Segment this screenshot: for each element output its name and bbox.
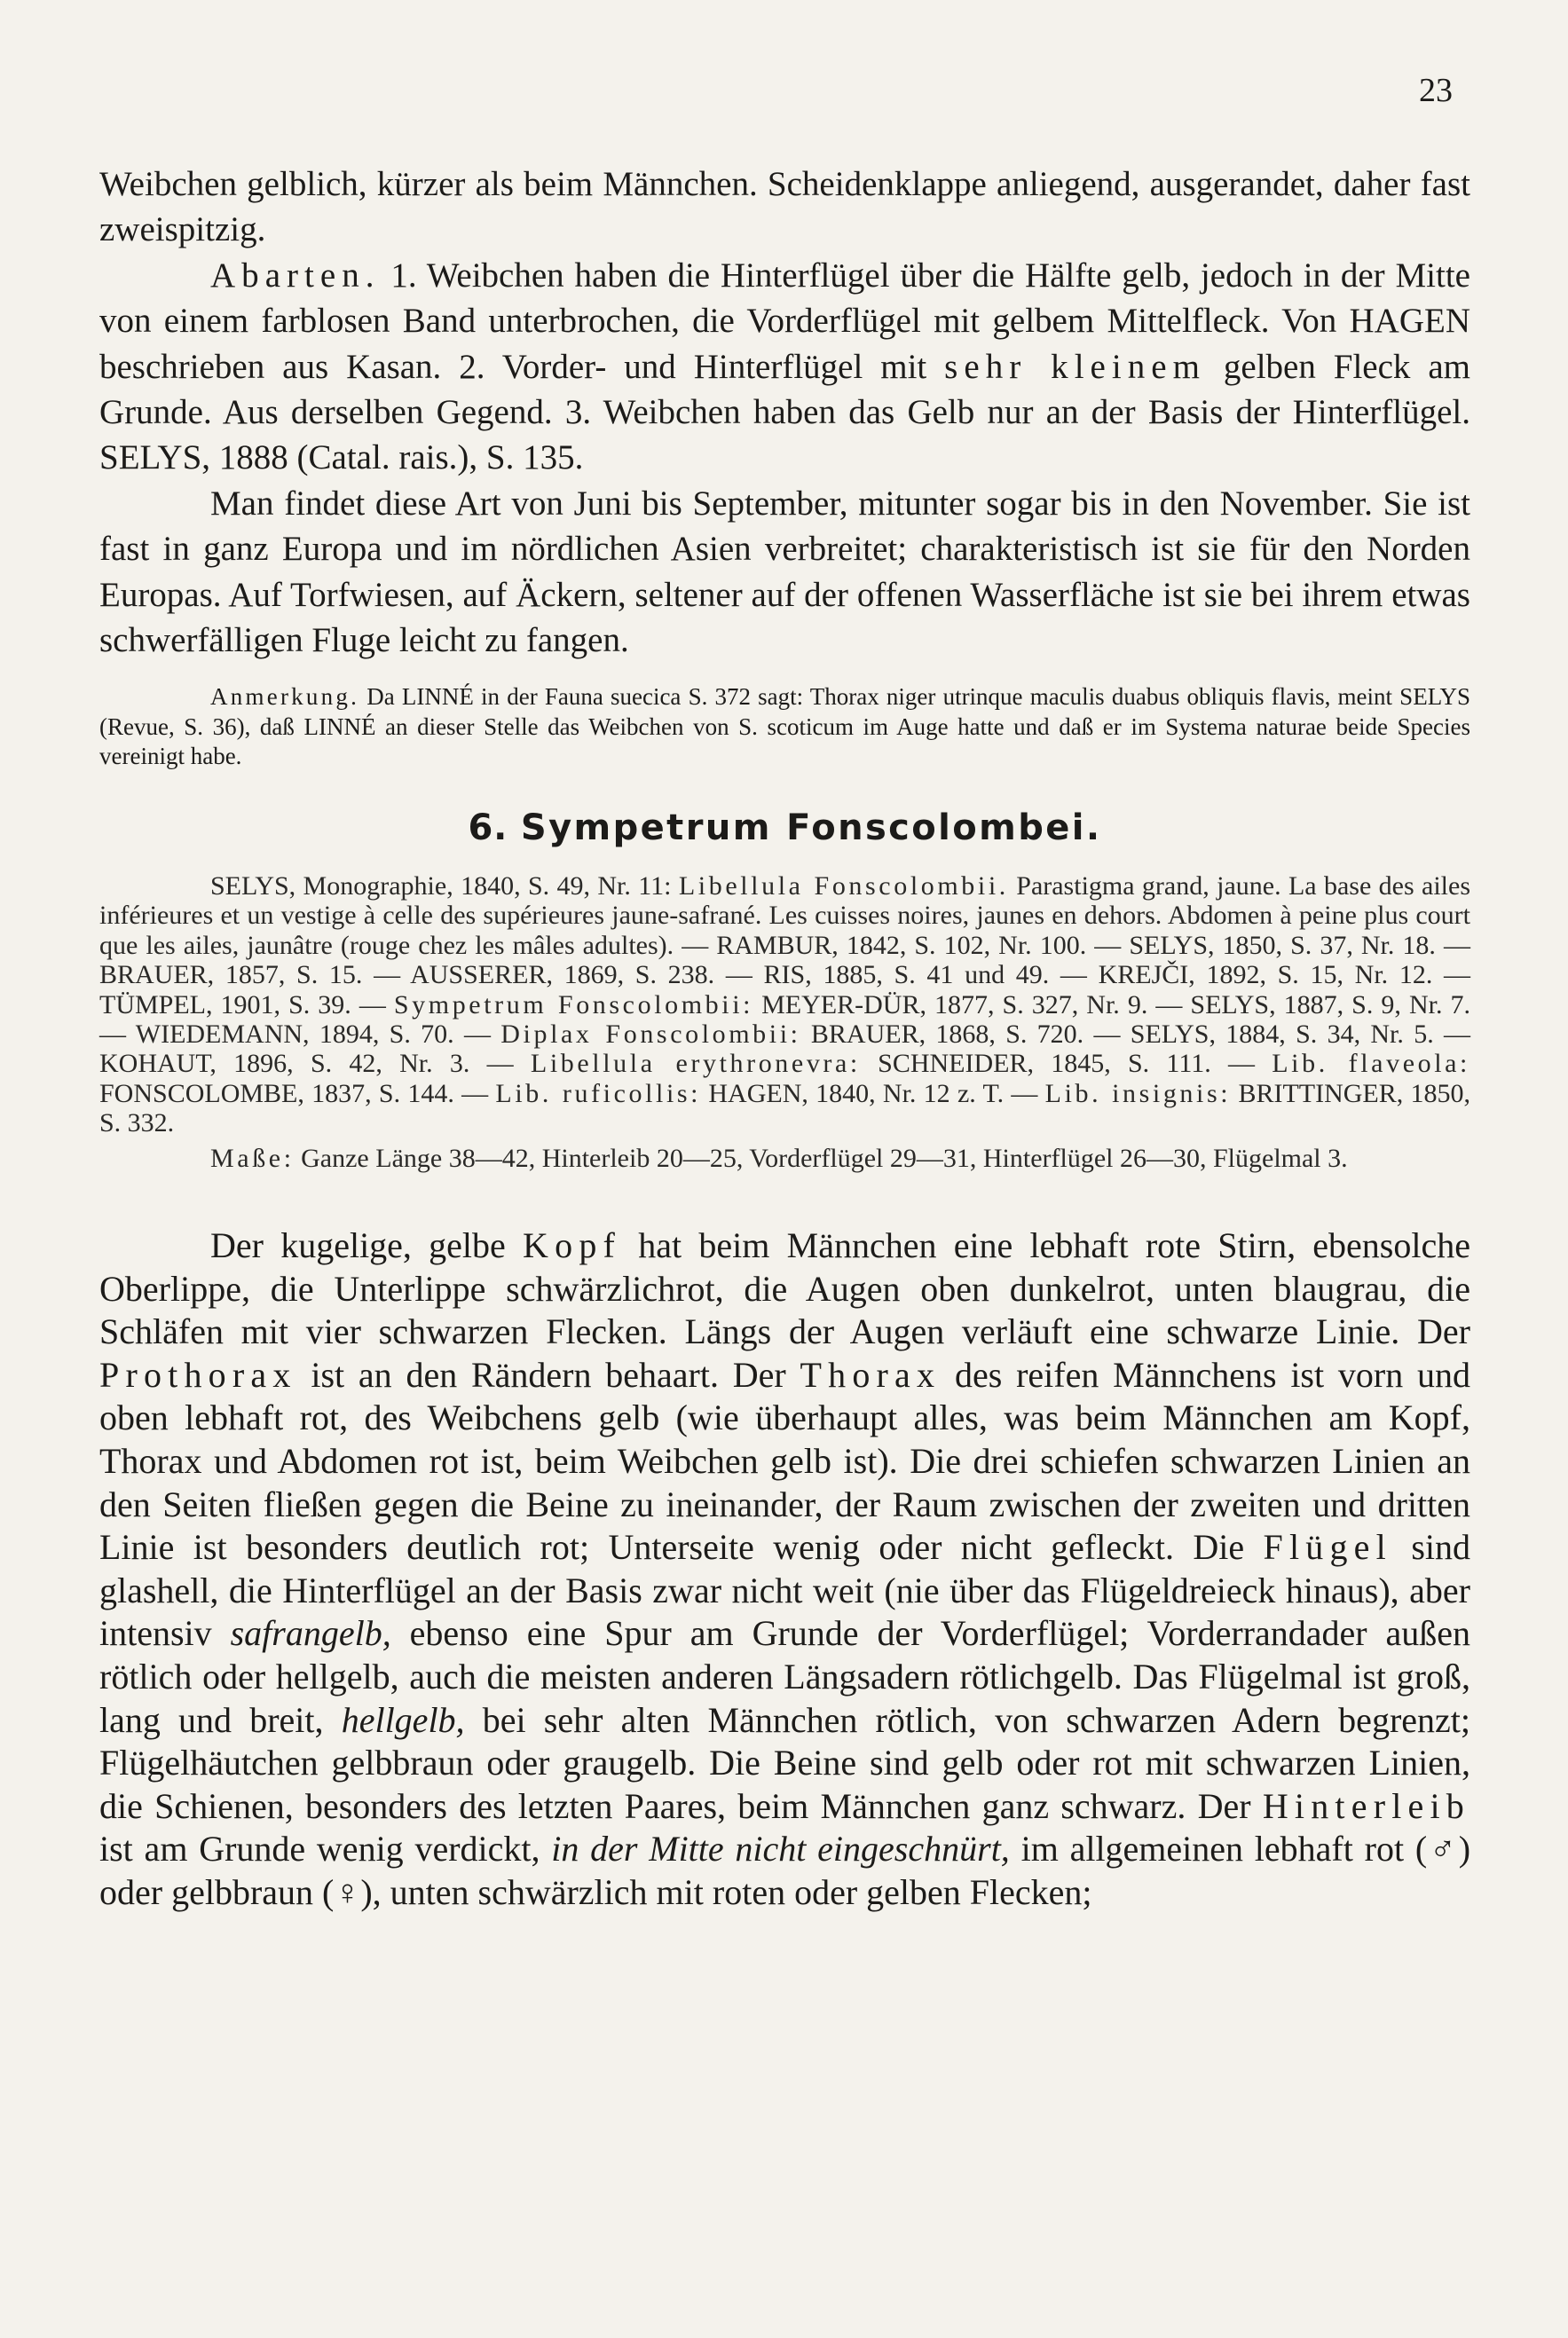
desc-term-kopf: Kopf [523, 1225, 622, 1266]
measures-text: Ganze Länge 38—42, Hinterleib 20—25, Vorderflügel 29—31, Hinterflügel 26—30, Flügelmal 3. [294, 1143, 1348, 1173]
desc-term-fluegel: Flügel [1263, 1527, 1392, 1568]
ref-parastigma: Parastigma grand, jaune. La base des ailes inférieures et un vestige à celle des supérieures jaune-safrané. Les cuisses noires, jaunes en dehors. Abdomen à peine plus court que les ailes, jaunâtre (rouge chez les mâles adultes). — RAMBUR, 1842, S. 102, Nr. 100. — SELYS, 1850, S. 37, Nr. 18. — BRAUER, 1857, S. 15. — AUSSERER, 1869, S. 238. — RIS, 1885, S. 41 und 49. — KREJČI, 1892, S. 15, Nr. 12. — TÜMPEL, 1901, S. 39. — [99, 870, 1471, 1019]
ref-schneider: SCHNEIDER, 1845, S. 111. — [860, 1049, 1273, 1079]
desc-text-8: ist am Grunde wenig verdickt, [99, 1829, 552, 1870]
page-number: 23 [1419, 72, 1453, 109]
desc-term-thorax: Thorax [800, 1354, 942, 1395]
species-heading [99, 807, 1470, 848]
paragraph-distribution: Man findet diese Art von Juni bis September, mitunter sogar bis in den November. Sie ist fast in ganz Europa und im nördlichen Asien verbreitet; charakteristisch ist sie für den Norden Europas. Auf Torfwiesen, auf Äckern, seltener auf der offenen Wasserfläche ist sie bei ihrem etwas schwerfälligen Fluge leicht zu fangen. [99, 484, 1470, 660]
ref-name-lib-insignis: Lib. insignis: [1044, 1078, 1232, 1108]
desc-text-2: hat beim Männchen eine lebhaft rote Stirn, ebensolche Oberlippe, die Unterlippe schwärzlichrot, die Augen oben dunkelrot, unten blaugrau, die Schläfen mit vier schwarzen Flecken. Längs der Augen verläuft eine schwarze Linie. Der [99, 1225, 1470, 1352]
ref-hagen: HAGEN, 1840, Nr. 12 z. T. — [701, 1078, 1045, 1108]
desc-text-9: im allgemeinen lebhaft rot (♂) oder gelbbraun (♀), unten schwärzlich mit roten oder gelben Flecken; [99, 1829, 1471, 1912]
desc-italic-mitte: in der Mitte nicht eingeschnürt, [551, 1829, 1010, 1870]
ref-brittinger: BRITTINGER, 1850, S. 332. [99, 1078, 1471, 1138]
desc-text-7: bei sehr alten Männchen rötlich, von schwarzen Adern begrenzt; Flügelhäutchen gelbbraun oder graugelb. Die Beine sind gelb oder rot mit schwarzen Linien, die Schienen, besonders des letzten Paares, beim Männchen ganz schwarz. Der [99, 1699, 1470, 1826]
ref-selys-1840: SELYS, Monographie, 1840, S. 49, Nr. 11: [210, 870, 679, 901]
desc-term-hinterleib: Hinterleib [1262, 1785, 1470, 1826]
abarten-text-b: gelben Fleck am Grunde. Aus derselben Gegend. 3. Weibchen haben das Gelb nur an der Basis der Hinterflügel. SELYS, 1888 (Catal. rais.), S. 135. [99, 347, 1470, 477]
desc-text-4: des reifen Männchens ist vorn und oben lebhaft rot, des Weibchens gelb (wie überhaupt alles, was beim Männchen am Kopf, Thorax und Abdomen rot ist, beim Weibchen gelb ist). Die drei schiefen schwarzen Linien an den Seiten fließen gegen die Beine zu ineinander, der Raum zwischen der zweiten und dritten Linie ist besonders deutlich rot; Unterseite wenig oder nicht gefleckt. Die [99, 1354, 1470, 1568]
paragraph-female-description: Weibchen gelblich, kürzer als beim Männchen. Scheidenklappe anliegend, ausgerandet, daher fast zweispitzig. [99, 165, 1470, 249]
anmerkung-text: Da LINNÉ in der Fauna suecica S. 372 sagt: Thorax niger utrinque maculis duabus obliquis flavis, meint SELYS (Revue, S. 36), daß LINNÉ an dieser Stelle das Weibchen von S. scoticum im Auge hatte und daß er im Systema naturae beide Species vereinigt habe. [99, 683, 1470, 770]
desc-italic-hellgelb: hellgelb, [341, 1699, 465, 1740]
ref-meyer-duer: MEYER-DÜR, 1877, S. 327, Nr. 9. — SELYS, 1887, S. 9, Nr. 7. — WIEDEMANN, 1894, S. 70. — [99, 989, 1470, 1049]
anmerkung-label: Anmerkung. [210, 683, 360, 711]
paragraph-abarten [99, 253, 1470, 481]
abarten-text-a: 1. Weibchen haben die Hinterflügel über die Hälfte gelb, jedoch in der Mitte von einem farblosen Band unterbrochen, die Vorderflügel mit gelbem Mittelfleck. Von HAGEN beschrieben aus Kasan. 2. Vorder- und Hinterflügel mit [99, 256, 1470, 386]
ref-fonscolombe: FONSCOLOMBE, 1837, S. 144. — [99, 1078, 496, 1108]
species-description [99, 1224, 1470, 1915]
ref-name-libellula-erythronevra: Libellula erythronevra: [530, 1049, 861, 1079]
measurements [99, 1144, 1470, 1173]
ref-name-lib-ruficollis: Lib. ruficollis: [495, 1078, 702, 1108]
desc-text-6: ebenso eine Spur am Grunde der Vorderflügel; Vorderrandader außen rötlich oder hellgelb, auch die meisten anderen Längsadern rötlichgelb. Das Flügelmal ist groß, lang und breit, [99, 1613, 1470, 1740]
anmerkung-note [99, 682, 1470, 772]
ref-brauer-1868: BRAUER, 1868, S. 720. — SELYS, 1884, S. 34, Nr. 5. — KOHAUT, 1896, S. 42, Nr. 3. — [99, 1019, 1471, 1079]
ref-name-libellula-fonscolombii: Libellula Fonscolombii. [678, 870, 1009, 901]
species-name: Sympetrum Fonscolombei. [520, 807, 1102, 848]
desc-text-3: ist an den Rändern behaart. Der [296, 1354, 800, 1395]
abarten-emphasis: sehr kleinem [944, 347, 1206, 386]
desc-text-5: sind glashell, die Hinterflügel an der Basis zwar nicht weit (nie über das Flügeldreieck hinaus), aber intensiv [99, 1527, 1470, 1654]
page-body [99, 161, 1470, 1915]
ref-name-sympetrum-fonscolombii: Sympetrum Fonscolombii: [393, 989, 754, 1019]
ref-name-lib-flaveola: Lib. flaveola: [1272, 1049, 1470, 1079]
abarten-label: Abarten. [210, 256, 381, 295]
species-number: 6. [468, 807, 508, 848]
desc-italic-safrangelb: safrangelb, [230, 1613, 391, 1654]
ref-name-diplax-fonscolombii: Diplax Fonscolombii: [500, 1019, 801, 1049]
desc-text-1: Der kugelige, gelbe [210, 1225, 524, 1266]
measures-label: Maße: [210, 1143, 295, 1173]
desc-term-prothorax: Prothorax [99, 1354, 297, 1395]
references-block [99, 871, 1470, 1138]
